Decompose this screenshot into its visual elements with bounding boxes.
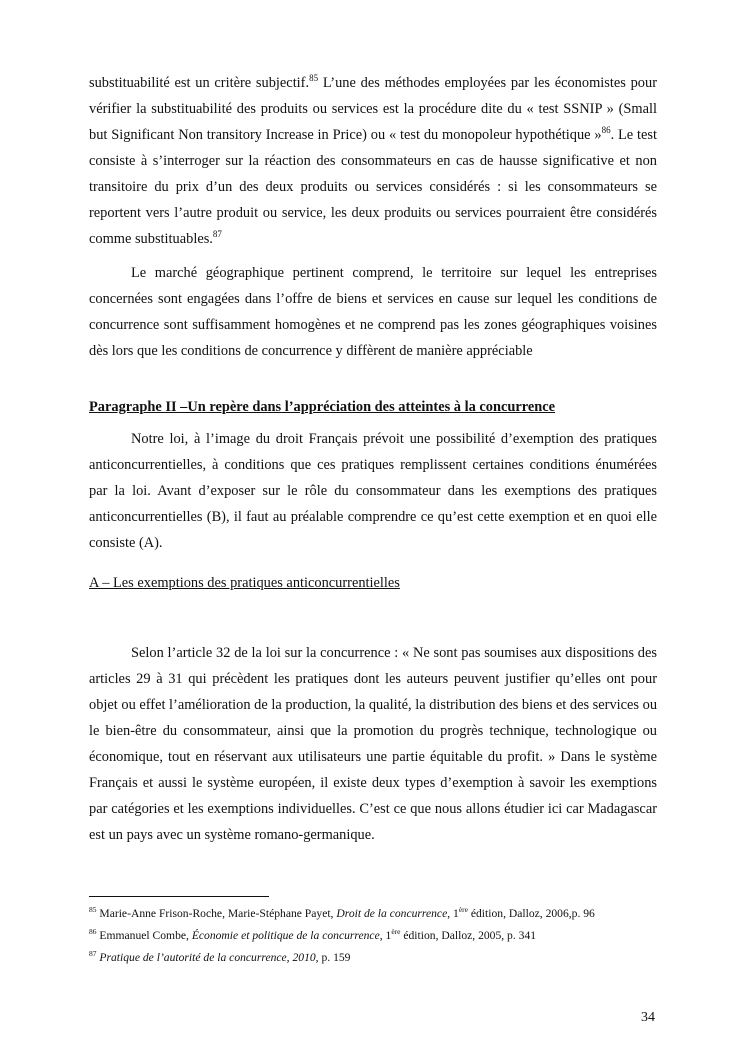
subsection-heading: A – Les exemptions des pratiques anticoncurrentielles <box>89 575 400 591</box>
footnote-ref[interactable]: 85 <box>309 73 319 83</box>
paragraph-article-32: Selon l’article 32 de la loi sur la concurrence : « Ne sont pas soumises aux dispositions des articles 29 à 31 qui précèdent les pratiques dont les auteurs peuvent justifier qu’elles ont pour objet ou effet l’amélioration de la production, la qualité, la distribution des biens et des services ou le bien-être du consommateur, ainsi que la promotion du progrès technique, technologique ou économique, tout en réservant aux utilisateurs une partie équitable du profit. » Dans le système Français et aussi le système européen, il existe deux types d’exemption à savoir les exemptions par catégories et les exemptions individuelles. C’est ce que nous allons étudier ici car Madagascar est un pays avec un système romano-germanique. <box>89 645 658 843</box>
text: Emmanuel Combe, <box>96 929 192 942</box>
ordinal: ère <box>458 905 468 914</box>
text: , 1 <box>447 907 459 920</box>
paragraph-market-substitutability <box>89 70 657 252</box>
text: , p. 159 <box>315 951 351 964</box>
text: édition, Dalloz, 2006,p. 96 <box>467 907 595 920</box>
paragraph-geographic-market: Le marché géographique pertinent comprend, le territoire sur lequel les entreprises concernées sont engagées dans l’offre de biens et services en cause sur lequel les conditions de concurrence sont suffisamment homogènes et ne comprend pas les zones géographiques voisines dès lors que les conditions de concurrence y diffèrent de manière appréciable <box>89 265 657 359</box>
paragraph-exemption-intro: Notre loi, à l’image du droit Français prévoit une possibilité d’exemption des pratiques anticoncurrentielles, à conditions que ces pratiques remplissent certaines conditions énumérées par la loi. Avant d’exposer sur le rôle du consommateur dans les exemptions des pratiques anticoncurrentielles (B), il faut au préalable comprendre ce qu’est cette exemption et en quoi elle consiste (A). <box>89 431 657 551</box>
text: substituabilité est un critère subjectif. <box>89 75 310 91</box>
footnote-85 <box>89 903 657 925</box>
page-number: 34 <box>641 1010 655 1025</box>
footnote-87 <box>89 947 657 969</box>
footnote-number: 87 <box>89 949 97 958</box>
text: . Le test consiste à s’interroger sur la réaction des consommateurs en cas de hausse significative et non transitoire du prix d’un des deux produits ou services considérés : si les consommateurs se reportent vers l’autre produit ou service, les deux produits ou services pourraient être considérés comme substituables. <box>89 127 657 247</box>
text: édition, Dalloz, 2005, p. 341 <box>400 929 537 942</box>
footnote-ref[interactable]: 87 <box>212 229 222 239</box>
book-title: Pratique de l’autorité de la concurrence, 2010 <box>99 951 316 964</box>
footnote-number: 86 <box>89 927 97 936</box>
footnote-number: 85 <box>89 905 97 914</box>
footnote-separator <box>89 896 269 897</box>
ordinal: ère <box>391 927 401 936</box>
footnote-ref[interactable]: 86 <box>601 125 611 135</box>
footnote-86 <box>89 925 657 947</box>
section-heading: Paragraphe II –Un repère dans l’appréciation des atteintes à la concurrence <box>89 399 556 415</box>
footnotes <box>89 876 657 969</box>
book-title: Économie et politique de la concurrence <box>191 929 380 942</box>
text: L’une des méthodes employées par les économistes pour vérifier la substituabilité des produits ou services est la procédure dite du « test SSNIP » (Small but Significant Non transitory Increase in Price) ou « test du monopoleur hypothétique » <box>89 75 657 143</box>
book-title: Droit de la concurrence <box>336 907 448 920</box>
text: , 1 <box>379 929 392 942</box>
text: Marie-Anne Frison-Roche, Marie-Stéphane Payet, <box>96 907 337 920</box>
